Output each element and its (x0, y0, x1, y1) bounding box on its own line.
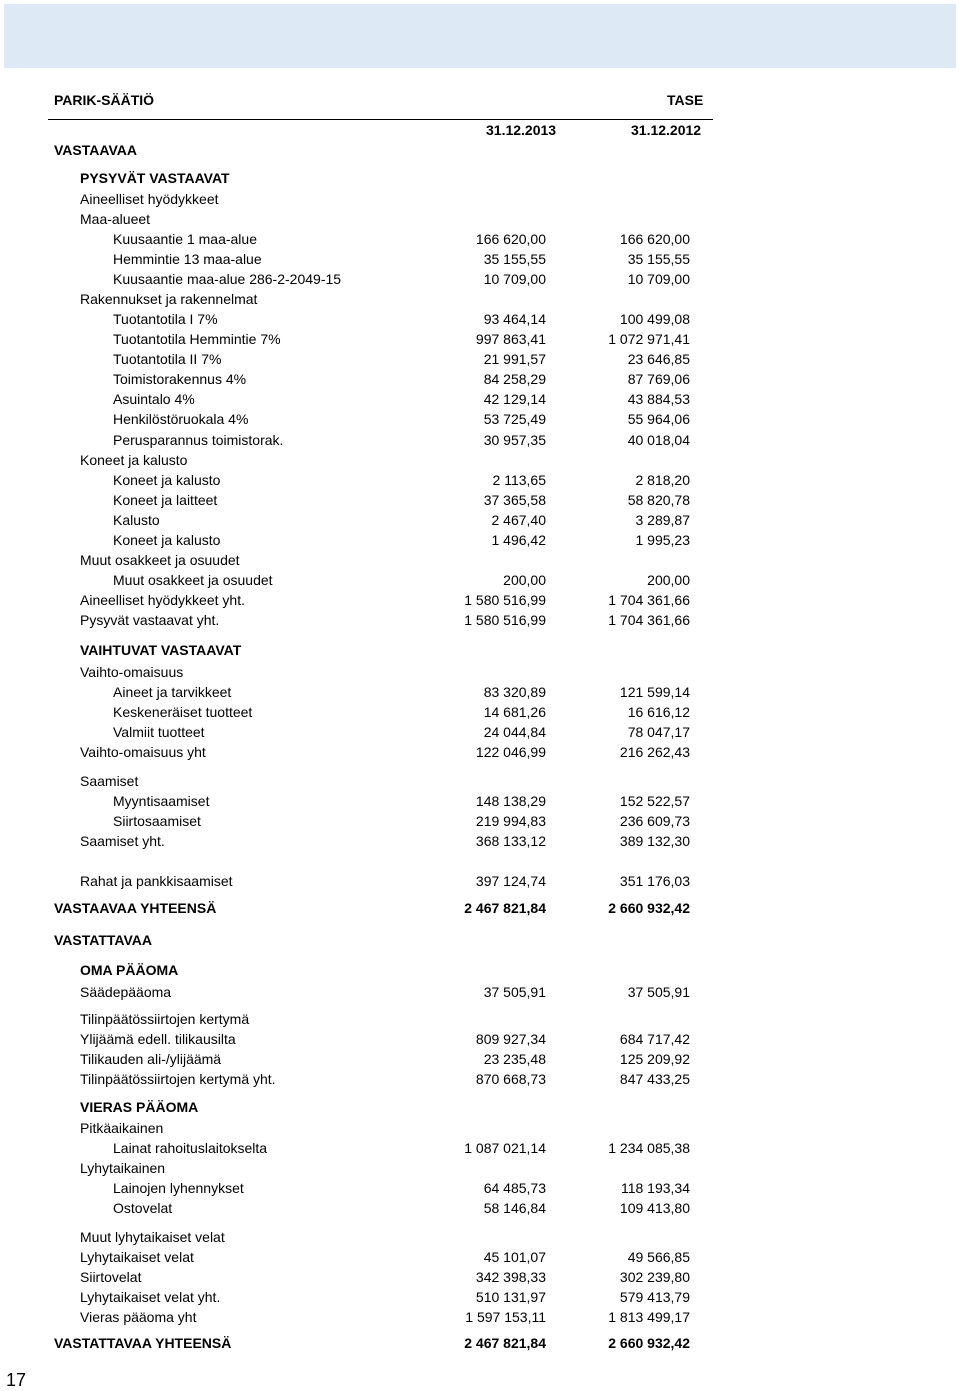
table-row (0, 370, 960, 388)
table-row (0, 723, 960, 741)
row-label: Asuintalo 4% (113, 391, 195, 407)
row-label: Kalusto (113, 512, 160, 528)
row-label: Pitkäaikainen (80, 1120, 164, 1136)
row-label: Lyhytaikaiset velat (80, 1249, 194, 1265)
table-row (0, 531, 960, 549)
table-row (0, 410, 960, 428)
table-row (0, 743, 960, 761)
row-label: Lyhytaikainen (80, 1160, 166, 1176)
table-row (0, 451, 960, 469)
row-label: PYSYVÄT VASTAAVAT (80, 170, 230, 186)
table-row (0, 571, 960, 589)
value-2013: 58 146,84 (483, 1200, 546, 1216)
value-2012: 200,00 (647, 572, 690, 588)
row-label: Koneet ja kalusto (113, 532, 221, 548)
row-label: Vieras pääoma yht (80, 1309, 197, 1325)
table-row (0, 1334, 960, 1352)
table-row (0, 961, 960, 979)
table-row (0, 591, 960, 609)
row-label: OMA PÄÄOMA (80, 962, 179, 978)
value-2013: 53 725,49 (483, 411, 546, 427)
value-2012: 1 995,23 (635, 532, 690, 548)
table-row (0, 1159, 960, 1177)
value-2013: 23 235,48 (483, 1051, 546, 1067)
row-label: Kuusaantie maa-alue 286-2-2049-15 (113, 271, 342, 287)
table-row (0, 390, 960, 408)
value-2012: 49 566,85 (627, 1249, 690, 1265)
value-2013: 21 991,57 (483, 351, 546, 367)
table-row (0, 983, 960, 1001)
value-2012: 236 609,73 (619, 813, 690, 829)
row-label: Koneet ja laitteet (113, 492, 218, 508)
table-row (0, 1070, 960, 1088)
value-2012: 389 132,30 (619, 833, 690, 849)
table-row (0, 330, 960, 348)
value-2013: 342 398,33 (475, 1269, 546, 1285)
value-2013: 83 320,89 (483, 684, 546, 700)
table-row (0, 1010, 960, 1028)
value-2013: 397 124,74 (475, 873, 546, 889)
table-row (0, 511, 960, 529)
value-2012: 35 155,55 (627, 251, 690, 267)
value-2012: 684 717,42 (619, 1031, 690, 1047)
value-2013: 37 365,58 (483, 492, 546, 508)
row-label: Ostovelat (113, 1200, 173, 1216)
value-2013: 510 131,97 (475, 1289, 546, 1305)
table-row (0, 551, 960, 569)
value-2012: 2 660 932,42 (608, 1335, 690, 1351)
row-label: Keskeneräiset tuotteet (113, 704, 253, 720)
value-2012: 2 818,20 (635, 472, 690, 488)
table-row (0, 1139, 960, 1157)
value-2012: 302 239,80 (619, 1269, 690, 1285)
row-label: Muut osakkeet ja osuudet (80, 552, 240, 568)
value-2013: 42 129,14 (483, 391, 546, 407)
value-2012: 100 499,08 (619, 311, 690, 327)
table-row (0, 310, 960, 328)
value-2012: 109 413,80 (619, 1200, 690, 1216)
row-label: Henkilöstöruokala 4% (113, 411, 249, 427)
table-row (0, 169, 960, 187)
row-label: Valmiit tuotteet (113, 724, 205, 740)
row-label: Tuotantotila II 7% (113, 351, 222, 367)
value-2013: 30 957,35 (483, 432, 546, 448)
row-label: Siirtosaamiset (113, 813, 201, 829)
value-2013: 45 101,07 (483, 1249, 546, 1265)
row-label: Tilikauden ali-/ylijäämä (80, 1051, 222, 1067)
value-2012: 1 704 361,66 (608, 612, 690, 628)
value-2013: 2 467 821,84 (464, 900, 546, 916)
value-2013: 1 580 516,99 (464, 612, 546, 628)
table-row (0, 350, 960, 368)
header-rule (48, 119, 713, 120)
table-row (0, 1119, 960, 1137)
table-row (0, 812, 960, 830)
row-label: Koneet ja kalusto (113, 472, 221, 488)
row-label: Aineelliset hyödykkeet yht. (80, 592, 245, 608)
value-2013: 809 927,34 (475, 1031, 546, 1047)
value-2012: 16 616,12 (627, 704, 690, 720)
row-label: VIERAS PÄÄOMA (80, 1099, 199, 1115)
table-row (0, 190, 960, 208)
table-row (0, 683, 960, 701)
value-2013: 93 464,14 (483, 311, 546, 327)
value-2013: 122 046,99 (475, 744, 546, 760)
table-row (0, 210, 960, 228)
value-2013: 870 668,73 (475, 1071, 546, 1087)
document-title: TASE (667, 92, 704, 108)
value-2013: 10 709,00 (483, 271, 546, 287)
value-2013: 368 133,12 (475, 833, 546, 849)
value-2012: 55 964,06 (627, 411, 690, 427)
value-2013: 37 505,91 (483, 984, 546, 1000)
page-number: 17 (6, 1370, 27, 1390)
value-2012: 43 884,53 (627, 391, 690, 407)
row-label: Myyntisaamiset (113, 793, 210, 809)
column-header-2013: 31.12.2013 (486, 122, 557, 138)
table-row (0, 772, 960, 790)
value-2013: 14 681,26 (483, 704, 546, 720)
table-row (0, 250, 960, 268)
table-row (0, 431, 960, 449)
value-2013: 1 087 021,14 (464, 1140, 546, 1156)
value-2012: 2 660 932,42 (608, 900, 690, 916)
value-2012: 1 813 499,17 (608, 1309, 690, 1325)
table-row (0, 290, 960, 308)
value-2012: 152 522,57 (619, 793, 690, 809)
row-label: Saamiset (80, 773, 139, 789)
column-header-2012: 31.12.2012 (631, 122, 702, 138)
value-2012: 216 262,43 (619, 744, 690, 760)
row-label: VASTAAVAA (54, 142, 137, 158)
table-row (0, 471, 960, 489)
row-label: Ylijäämä edell. tilikausilta (80, 1031, 236, 1047)
value-2013: 200,00 (503, 572, 546, 588)
row-label: Siirtovelat (80, 1269, 142, 1285)
value-2012: 23 646,85 (627, 351, 690, 367)
row-label: VAIHTUVAT VASTAAVAT (80, 642, 242, 658)
value-2013: 84 258,29 (483, 371, 546, 387)
row-label: Tilinpäätössiirtojen kertymä yht. (80, 1071, 276, 1087)
table-row (0, 832, 960, 850)
row-label: Tilinpäätössiirtojen kertymä (80, 1011, 250, 1027)
value-2013: 148 138,29 (475, 793, 546, 809)
row-label: Tuotantotila I 7% (113, 311, 218, 327)
value-2013: 64 485,73 (483, 1180, 546, 1196)
value-2012: 121 599,14 (619, 684, 690, 700)
table-row (0, 872, 960, 890)
top-band-fill (4, 4, 956, 68)
row-label: Lyhytaikaiset velat yht. (80, 1289, 221, 1305)
table-row (0, 1179, 960, 1197)
table-row (0, 1050, 960, 1068)
table-row (0, 141, 960, 159)
table-row (0, 1308, 960, 1326)
table-row (0, 899, 960, 917)
value-2012: 10 709,00 (627, 271, 690, 287)
row-label: VASTATTAVAA YHTEENSÄ (54, 1335, 232, 1351)
value-2012: 1 072 971,41 (608, 331, 690, 347)
table-row (0, 1098, 960, 1116)
row-label: Vaihto-omaisuus yht (80, 744, 206, 760)
table-row (0, 491, 960, 509)
row-label: Kuusaantie 1 maa-alue (113, 231, 257, 247)
row-label: Koneet ja kalusto (80, 452, 188, 468)
table-row (0, 1030, 960, 1048)
table-row (0, 270, 960, 288)
row-label: Hemmintie 13 maa-alue (113, 251, 262, 267)
value-2012: 351 176,03 (619, 873, 690, 889)
value-2013: 1 580 516,99 (464, 592, 546, 608)
value-2013: 24 044,84 (483, 724, 546, 740)
table-row (0, 1268, 960, 1286)
value-2012: 78 047,17 (627, 724, 690, 740)
value-2013: 1 597 153,11 (465, 1309, 546, 1325)
row-label: Vaihto-omaisuus (80, 664, 184, 680)
table-row (0, 611, 960, 629)
value-2012: 40 018,04 (627, 432, 690, 448)
row-label: Aineelliset hyödykkeet (80, 191, 219, 207)
table-row (0, 663, 960, 681)
value-2012: 58 820,78 (627, 492, 690, 508)
row-label: Toimistorakennus 4% (113, 371, 247, 387)
row-label: VASTAAVAA YHTEENSÄ (54, 900, 217, 916)
value-2012: 579 413,79 (619, 1289, 690, 1305)
value-2013: 35 155,55 (483, 251, 546, 267)
value-2012: 1 234 085,38 (608, 1140, 690, 1156)
value-2012: 1 704 361,66 (608, 592, 690, 608)
value-2012: 118 193,34 (620, 1180, 690, 1196)
row-label: Perusparannus toimistorak. (113, 432, 284, 448)
value-2012: 87 769,06 (627, 371, 690, 387)
value-2013: 997 863,41 (475, 331, 546, 347)
table-row (0, 792, 960, 810)
table-row (0, 230, 960, 248)
row-label: Muut lyhytaikaiset velat (80, 1229, 225, 1245)
value-2012: 3 289,87 (635, 512, 690, 528)
value-2013: 2 113,65 (492, 472, 546, 488)
row-label: Rahat ja pankkisaamiset (80, 873, 233, 889)
value-2013: 1 496,42 (491, 532, 546, 548)
row-label: Aineet ja tarvikkeet (113, 684, 232, 700)
row-label: VASTATTAVAA (54, 932, 152, 948)
value-2013: 166 620,00 (475, 231, 546, 247)
value-2012: 166 620,00 (619, 231, 690, 247)
row-label: Pysyvät vastaavat yht. (80, 612, 220, 628)
table-row (0, 641, 960, 659)
row-label: Lainat rahoituslaitokselta (113, 1140, 268, 1156)
top-band (0, 0, 960, 70)
table-row (0, 1228, 960, 1246)
row-label: Maa-alueet (80, 211, 151, 227)
row-label: Rakennukset ja rakennelmat (80, 291, 258, 307)
table-row (0, 1199, 960, 1217)
table-row (0, 703, 960, 721)
value-2013: 2 467,40 (491, 512, 546, 528)
row-label: Säädepääoma (80, 984, 172, 1000)
value-2012: 125 209,92 (619, 1051, 690, 1067)
value-2012: 847 433,25 (619, 1071, 690, 1087)
row-label: Tuotantotila Hemmintie 7% (113, 331, 281, 347)
row-label: Saamiset yht. (80, 833, 165, 849)
value-2013: 2 467 821,84 (464, 1335, 546, 1351)
organization-name: PARIK-SÄÄTIÖ (54, 92, 155, 108)
table-row (0, 1288, 960, 1306)
value-2013: 219 994,83 (475, 813, 546, 829)
row-label: Lainojen lyhennykset (113, 1180, 244, 1196)
row-label: Muut osakkeet ja osuudet (113, 572, 273, 588)
table-row (0, 1248, 960, 1266)
table-row (0, 931, 960, 949)
value-2012: 37 505,91 (627, 984, 690, 1000)
